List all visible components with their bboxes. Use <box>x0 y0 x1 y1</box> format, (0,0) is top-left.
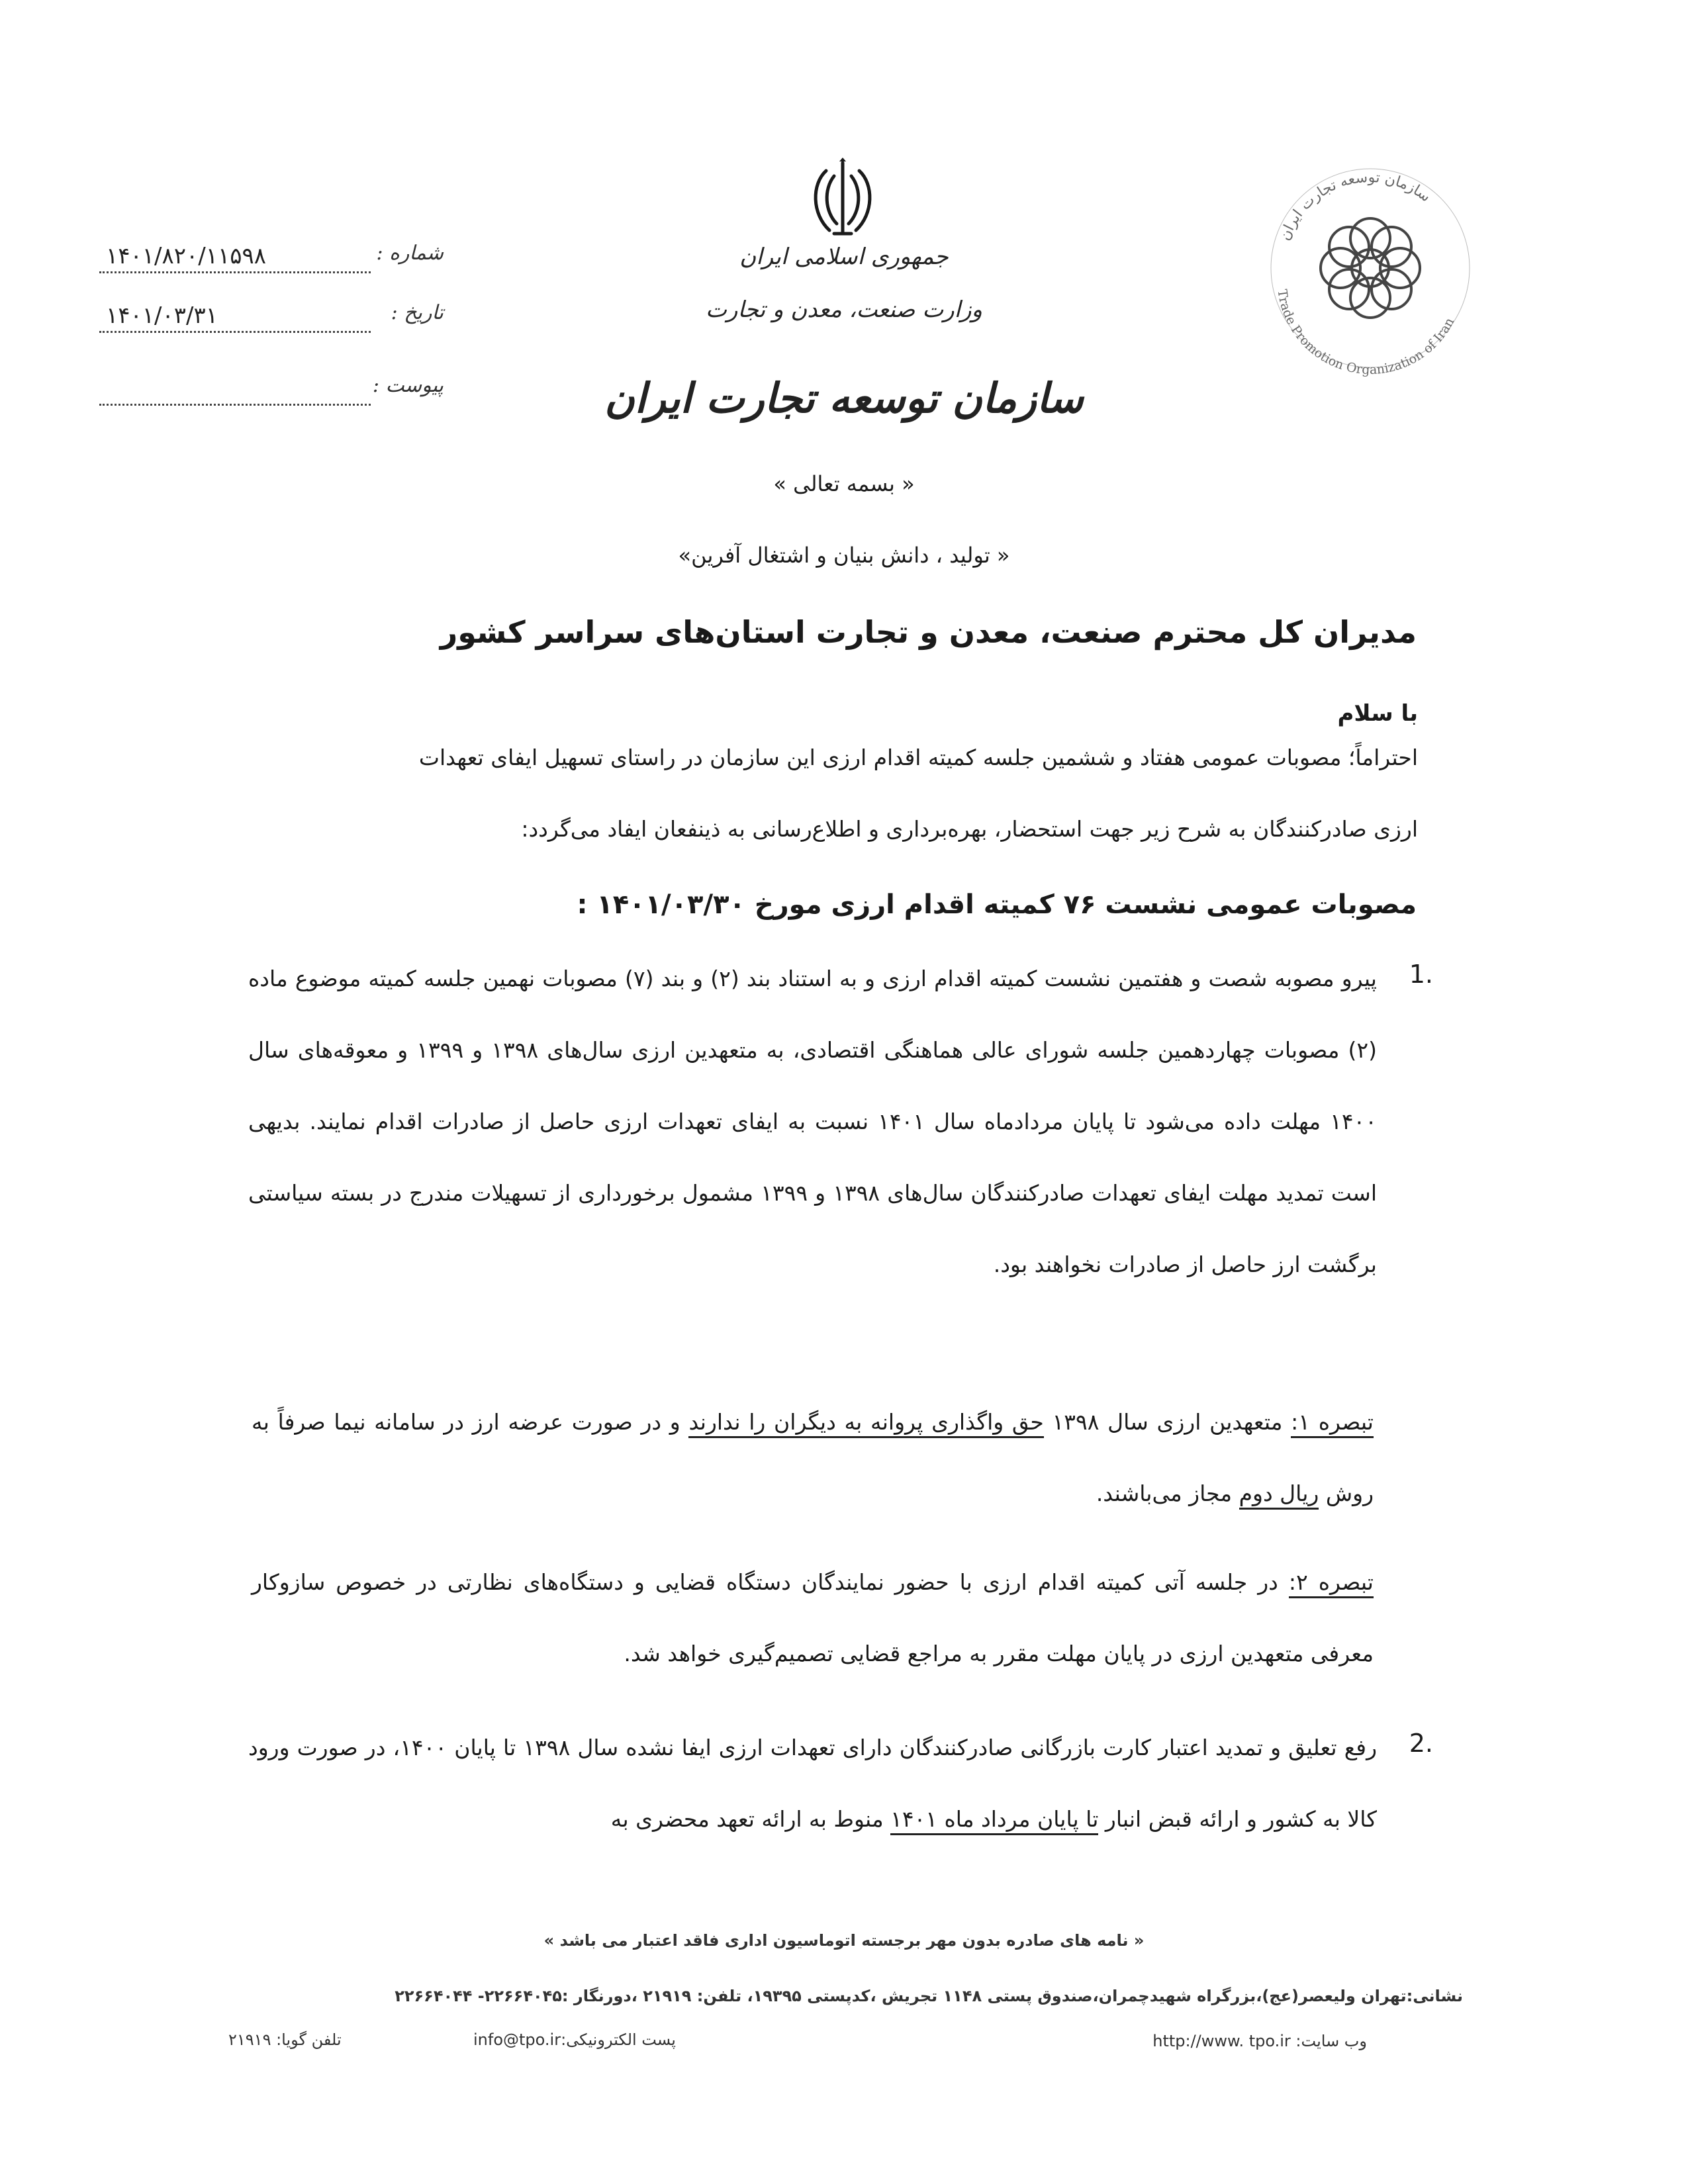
footer-note: « نامه های صادره بدون مهر برجسته اتوماسیون اداری فاقد اعتبار می باشد » <box>543 1931 1145 1950</box>
website-link[interactable]: http://www. tpo.ir <box>1152 2032 1291 2050</box>
list-item <box>248 960 1433 1383</box>
letter-number-row <box>99 242 444 281</box>
header-organization: سازمان توسعه تجارت ایران <box>604 374 1084 422</box>
item-text: پیرو مصوبه شصت و هفتمین نشست کمیته اقدام ارزی و به استناد بند (۲) و بند (۷) مصوبات نهمین جلسه کمیته موضوع ماده (۲) مصوبات چهاردهمین جلسه شورای عالی هماهنگی اقتصادی، به متعهدین ارزی سال‌های ۱۳۹۸ و ۱۳۹۹ و معوقه‌های سال ۱۴۰۰ مهلت داده می‌شود تا پایان مردادماه سال ۱۴۰۱ نسبت به ایفای تعهدات ارزی حاصل از صادرات اقدام نمایند. بدیهی است تمدید مهلت ایفای تعهدات صادرکنندگان سال‌های ۱۳۹۸ و ۱۳۹۹ مشمول برخورداری از تسهیلات مندرج در بسته سیاستی برگشت ارز حاصل از صادرات نخواهند بود. <box>248 966 1378 1277</box>
note-1-label: تبصره ۱: <box>1291 1409 1374 1438</box>
item-text <box>248 1712 1377 1855</box>
intro-line-1: احتراماً؛ مصوبات عمومی هفتاد و ششمین جلسه کمیته اقدام ارزی این سازمان در راستای تسهیل ایفای تعهدات <box>418 745 1418 770</box>
footer-email <box>473 2030 676 2049</box>
email-label: پست الکترونیکی: <box>561 2030 676 2049</box>
letter-attachment-row <box>99 374 444 414</box>
section-title: مصوبات عمومی نشست ۷۶ کمیته اقدام ارزی مورخ ۱۴۰۱/۰۳/۳۰ : <box>577 889 1417 920</box>
header-ministry: وزارت صنعت، معدن و تجارت <box>706 296 982 323</box>
footer-address: نشانی:تهران ولیعصر(عج)،بزرگراه شهیدچمران،صندوق پستی ۱۱۴۸ تجریش ،کدپستی ۱۹۳۹۵، تلفن: ۲۱۹۱۹ ،دورنگار :۲۲۶۶۴۰۴۵- ۲۲۶۶۴۰۴۴ <box>395 1987 1463 2005</box>
footer-website <box>1152 2032 1367 2050</box>
logo-arc-fa: سازمان توسعه تجارت ایران <box>1276 169 1434 243</box>
letter-date-label: تاریخ : <box>391 301 444 324</box>
email-link[interactable]: info@tpo.ir <box>473 2030 561 2049</box>
letter-date-row <box>99 301 444 341</box>
note-1-text: و در صورت عرضه ارز در سامانه نیما صرفاً به روش <box>252 1409 1374 1506</box>
tpo-logo-icon <box>1258 156 1483 381</box>
logo-arc-en: Trade Promotion Organization of Iran <box>1274 288 1458 378</box>
item-2-text: رفع تعلیق و تمدید اعتبار کارت بازرگانی صادرکنندگان دارای تعهدات ارزی ایفا نشده سال ۱۳۹۸ تا پایان ۱۴۰۰، در صورت ورود کالا به کشور و ارائه قبض انبار <box>248 1735 1378 1832</box>
intro-line-2: ارزی صادرکنندگان به شرح زیر جهت استحضار، بهره‌برداری و اطلاع‌رسانی به ذینفعان ایفاد می‌گردد: <box>521 816 1418 842</box>
note-2-label: تبصره ۲: <box>1289 1569 1374 1598</box>
recipient-heading: مدیران کل محترم صنعت، معدن و تجارت استان‌های سراسر کشور <box>440 614 1417 650</box>
item-2-underlined-text: تا پایان مرداد ماه ۱۴۰۱ <box>890 1806 1098 1835</box>
note-1 <box>252 1387 1374 1529</box>
bismillah: « بسمه تعالی » <box>773 471 915 496</box>
header-country: جمهوری اسلامی ایران <box>739 244 949 270</box>
footer-phone <box>228 2030 342 2049</box>
iran-emblem-icon <box>806 158 879 244</box>
note-1-underlined-text: حق واگذاری پروانه به دیگران را ندارند <box>688 1409 1043 1438</box>
list-item <box>248 1729 1433 1881</box>
phone-number: ۲۱۹۱۹ <box>228 2030 271 2049</box>
letter-number-label: شماره : <box>376 242 444 265</box>
dotted-line <box>99 331 371 333</box>
item-number: 1. <box>1409 960 1433 989</box>
note-1-underlined-text: ریال دوم <box>1239 1480 1319 1510</box>
note-2-text: در جلسه آتی کمیته اقدام ارزی با حضور نمایندگان دستگاه قضایی و دستگاه‌های نظارتی در خصوص سازوکار معرفی متعهدین ارزی در پایان مهلت مقرر به مراجع قضایی تصمیم‌گیری خواهد شد. <box>252 1569 1374 1666</box>
slogan: « تولید ، دانش بنیان و اشتغال آفرین» <box>678 543 1010 568</box>
dotted-line <box>99 271 371 273</box>
letter-attachment-label: پیوست : <box>372 374 444 397</box>
note-1-text: متعهدین ارزی سال ۱۳۹۸ <box>1052 1409 1283 1435</box>
note-2 <box>252 1547 1374 1690</box>
greeting: با سلام <box>1337 700 1418 727</box>
dotted-line <box>99 404 371 406</box>
item-2-text: منوط به ارائه تعهد محضری به <box>610 1806 884 1832</box>
note-1-text: مجاز می‌باشند. <box>1096 1480 1233 1506</box>
website-label: وب سایت: <box>1295 2032 1367 2050</box>
phone-label: تلفن گویا: <box>276 2030 342 2049</box>
letter-date-value: ۱۴۰۱/۰۳/۳۱ <box>106 302 218 329</box>
item-number: 2. <box>1409 1729 1433 1758</box>
letter-number-value: ۱۴۰۱/۸۲۰/۱۱۵۹۸ <box>106 243 267 269</box>
